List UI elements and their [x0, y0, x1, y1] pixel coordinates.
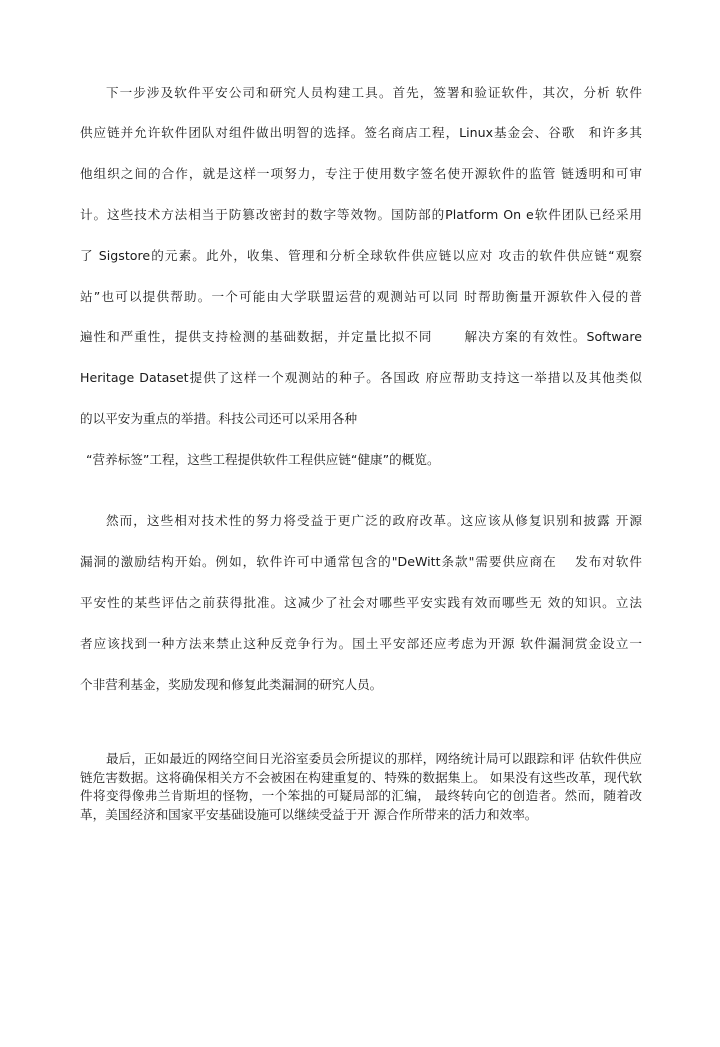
paragraph-1-line-8: Heritage Dataset提供了这样一个观测站的种子。各国政 府应帮助支持这一举措以及其他类似	[80, 370, 642, 385]
paragraph-1-line-7: 遍性和严重性，提供支持检测的基础数据，并定量比拟不同 解决方案的有效性。Software	[80, 329, 642, 344]
paragraph-1-line-1: 下一步涉及软件平安公司和研究人员构建工具。首先，签署和验证软件，其次，分析 软件	[106, 85, 642, 100]
paragraph-1-line-2: 供应链并允许软件团队对组件做出明智的选择。签名商店工程，Linux基金会、谷歌 和许多其	[80, 125, 642, 140]
paragraph-2-line-2: 漏洞的激励结构开始。例如，软件许可中通常包含的"DeWitt条款"需要供应商在 发布对软件	[80, 554, 642, 569]
paragraph-1-line-5: 了 Sigstore的元素。此外，收集、管理和分析全球软件供应链以应对 攻击的软件供应链“观察	[80, 248, 642, 263]
paragraph-1-line-4: 计。这些技术方法相当于防篡改密封的数字等效物。国防部的Platform On e软件团队已经采用	[80, 207, 642, 222]
paragraph-1-line-9: 的以平安为重点的举措。科技公司还可以采用各种	[80, 411, 358, 426]
paragraph-2-line-1: 然而，这些相对技术性的努力将受益于更广泛的政府改革。这应该从修复识别和披露 开源	[106, 513, 642, 528]
paragraph-2-line-3: 平安性的某些评估之前获得批准。这减少了社会对哪些平安实践有效而哪些无 效的知识。立法	[80, 595, 642, 610]
paragraph-1-line-6: 站”也可以提供帮助。一个可能由大学联盟运营的观测站可以同 时帮助衡量开源软件入侵的普	[80, 289, 642, 304]
paragraph-1-line-3: 他组织之间的合作，就是这样一项努力，专注于使用数字签名使开源软件的监管 链透明和可审	[80, 166, 642, 181]
paragraph-1-line-10: “营养标签”工程，这些工程提供软件工程供应链“健康”的概览。	[86, 452, 440, 467]
paragraph-2-line-4: 者应该找到一种方法来禁止这种反竞争行为。国土平安部还应考虑为开源 软件漏洞赏金设立一	[80, 636, 642, 651]
paragraph-2-line-5: 个非营利基金，奖励发现和修复此类漏洞的研究人员。	[80, 677, 383, 692]
paragraph-3: 最后，正如最近的网络空间日光浴室委员会所提议的那样，网络统计局可以跟踪和评 估软件供应链危害数据。这将确保相关方不会被困在构建重复的、特殊的数据集上。 如果没有这些改革，现代软件将变得像弗兰肯斯坦的怪物，一个笨拙的可疑局部的汇编， 最终转向它的创造者。然而，随着改革，美国经济和国家平安基础设施可以继续受益于开 源合作所带来的活力和效率。	[80, 751, 642, 822]
